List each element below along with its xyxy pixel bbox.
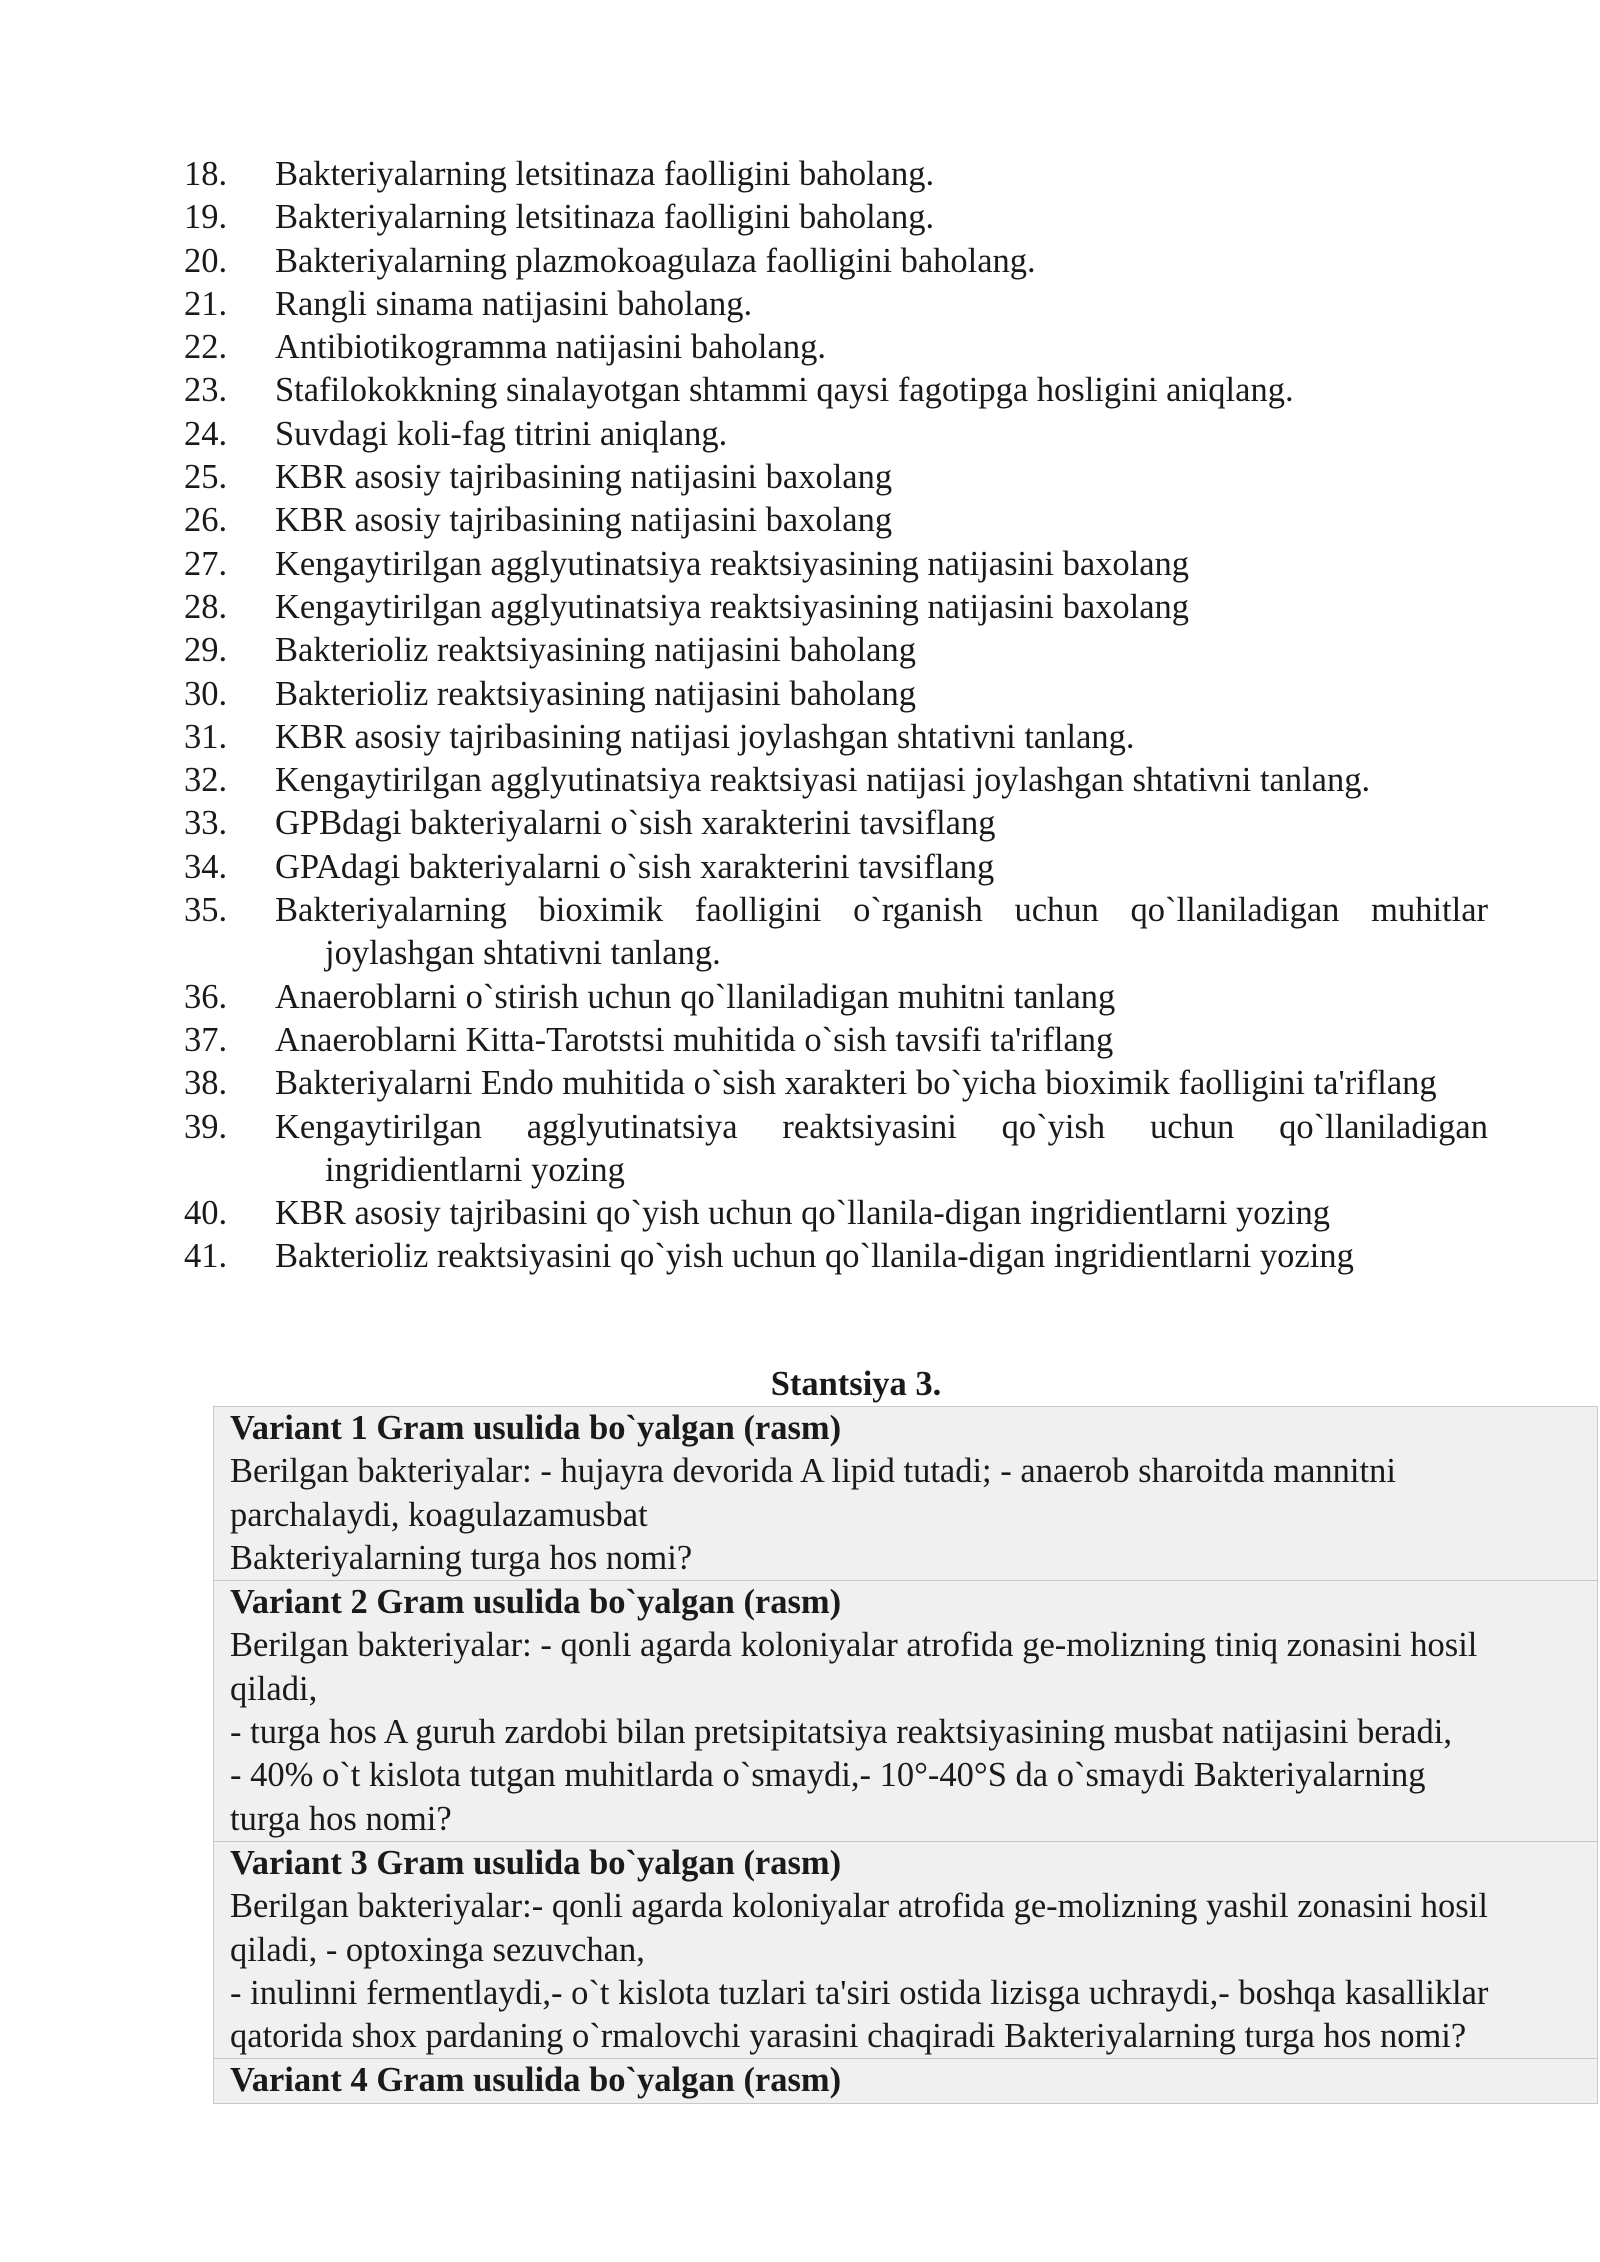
item-number: 40. [184, 1194, 228, 1233]
item-text: Antibiotikogramma natijasini baholang. [275, 328, 826, 367]
list-item [184, 716, 1488, 759]
item-text: Anaeroblarni Kitta-Tarotstsi muhitida o`sish tavsifi ta'riflang [275, 1020, 1114, 1059]
list-item [184, 629, 1488, 672]
item-number: 33. [184, 804, 228, 843]
table-row [214, 1841, 1598, 2058]
list-item [184, 543, 1488, 586]
item-text: Kengaytirilgan agglyutinatsiya reaktsiyasi natijasi joylashgan shtativni tanlang. [275, 761, 1371, 800]
variant-text-line: qiladi, - optoxinga sezuvchan, [230, 1930, 645, 1969]
item-number: 21. [184, 284, 228, 323]
item-number: 24. [184, 414, 228, 453]
item-number: 23. [184, 371, 228, 410]
item-text: Bakteriyalarning letsitinaza faolligini baholang. [275, 198, 935, 237]
item-number: 35. [184, 891, 228, 930]
item-text: Bakterioliz reaktsiyasini qo`yish uchun qo`llanila-digan ingridientlarni yozing [275, 1237, 1354, 1276]
variant-text-line: - inulinni fermentlaydi,- o`t kislota tuzlari ta'siri ostida lizisga uchraydi,- boshqa kasalliklar [230, 1973, 1489, 2012]
list-item [184, 889, 1488, 976]
item-number: 19. [184, 198, 228, 237]
item-text: Suvdagi koli-fag titrini aniqlang. [275, 414, 728, 453]
item-text: Rangli sinama natijasini baholang. [275, 284, 753, 323]
list-item [184, 196, 1488, 239]
list-item [184, 802, 1488, 845]
list-item [184, 1062, 1488, 1105]
table-row [214, 2059, 1598, 2103]
item-text: Bakterioliz reaktsiyasining natijasini baholang [275, 674, 916, 713]
variant-text-line: Bakteriyalarning turga hos nomi? [230, 1538, 693, 1577]
item-text: Kengaytirilgan agglyutinatsiya reaktsiyasini qo`yish uchun qo`llaniladigan ingridientlarni yozing [275, 1107, 1488, 1189]
list-item [184, 1106, 1488, 1193]
variant-heading: Variant 3 Gram usulida bo`yalgan (rasm) [230, 1843, 842, 1882]
variant-text-line: Berilgan bakteriyalar: - qonli agarda koloniyalar atrofida ge-molizning tiniq zonasini hosil [230, 1626, 1478, 1665]
list-item [184, 976, 1488, 1019]
item-number: 22. [184, 328, 228, 367]
item-text: Bakteriyalarning letsitinaza faolligini baholang. [275, 155, 935, 193]
variant-text-line: parchalaydi, koagulazamusbat [230, 1495, 648, 1534]
variant-cell [214, 2059, 1598, 2103]
list-item [184, 153, 1488, 196]
list-item [184, 240, 1488, 283]
item-number: 41. [184, 1237, 228, 1276]
item-number: 26. [184, 501, 228, 540]
item-text: KBR asosiy tajribasining natijasini baxolang [275, 458, 893, 497]
item-number: 31. [184, 717, 228, 756]
item-text: Bakteriyalarning plazmokoagulaza faolligini baholang. [275, 241, 1036, 280]
item-number: 29. [184, 631, 228, 670]
item-number: 30. [184, 674, 228, 713]
item-number: 37. [184, 1020, 228, 1059]
variant-heading: Variant 4 Gram usulida bo`yalgan (rasm) [230, 2061, 842, 2100]
variant-text-line: Berilgan bakteriyalar:- qonli agarda koloniyalar atrofida ge-molizning yashil zonasini hosil [230, 1887, 1488, 1926]
variants-table [213, 1406, 1598, 2104]
variant-text-line: - turga hos A guruh zardobi bilan pretsipitatsiya reaktsiyasining musbat natijasini beradi, [230, 1713, 1452, 1752]
list-item [184, 283, 1488, 326]
list-item [184, 846, 1488, 889]
list-item [184, 759, 1488, 802]
item-number: 18. [184, 155, 228, 193]
table-row [214, 1581, 1598, 1842]
list-item [184, 413, 1488, 456]
list-item [184, 499, 1488, 542]
variant-cell [214, 1581, 1598, 1842]
variant-text-line: turga hos nomi? [230, 1799, 452, 1838]
item-number: 32. [184, 761, 228, 800]
station-heading: Stantsiya 3. [770, 1365, 942, 1403]
item-text: Bakterioliz reaktsiyasining natijasini baholang [275, 631, 916, 670]
item-text: GPAdagi bakteriyalarni o`sish xarakterini tavsiflang [275, 847, 995, 886]
list-item [184, 369, 1488, 412]
list-item [184, 1192, 1488, 1235]
item-text: Kengaytirilgan agglyutinatsiya reaktsiyasining natijasini baxolang [275, 544, 1190, 583]
item-text: KBR asosiy tajribasining natijasi joylashgan shtativni tanlang. [275, 717, 1135, 756]
item-number: 36. [184, 977, 228, 1016]
item-text: KBR asosiy tajribasini qo`yish uchun qo`llanila-digan ingridientlarni yozing [275, 1194, 1330, 1233]
table-row [214, 1407, 1598, 1581]
item-number: 28. [184, 587, 228, 626]
item-number: 25. [184, 458, 228, 497]
item-number: 38. [184, 1064, 228, 1103]
variant-text-line: qatorida shox pardaning o`rmalovchi yarasini chaqiradi Bakteriyalarning turga hos nomi? [230, 2017, 1467, 2056]
item-text: KBR asosiy tajribasining natijasini baxolang [275, 501, 893, 540]
variant-text-line: qiladi, [230, 1669, 318, 1708]
variant-cell [214, 1407, 1598, 1581]
list-item [184, 456, 1488, 499]
item-text: Kengaytirilgan agglyutinatsiya reaktsiyasining natijasini baxolang [275, 587, 1190, 626]
item-text: Bakteriyalarning bioximik faolligini o`rganish uchun qo`llaniladigan muhitlar joylashgan shtativni tanlang. [275, 891, 1488, 973]
item-text: Bakteriyalarni Endo muhitida o`sish xarakteri bo`yicha bioximik faolligini ta'riflang [275, 1064, 1437, 1103]
list-item [184, 326, 1488, 369]
item-number: 27. [184, 544, 228, 583]
item-number: 34. [184, 847, 228, 886]
item-text: Anaeroblarni o`stirish uchun qo`llaniladigan muhitni tanlang [275, 977, 1116, 1016]
list-item [184, 673, 1488, 716]
list-item [184, 1235, 1488, 1278]
variant-heading: Variant 2 Gram usulida bo`yalgan (rasm) [230, 1583, 842, 1622]
list-item [184, 586, 1488, 629]
variant-text-line: - 40% o`t kislota tutgan muhitlarda o`smaydi,- 10°-40°S da o`smaydi Bakteriyalarning [230, 1756, 1426, 1795]
item-text: GPBdagi bakteriyalarni o`sish xarakterini tavsiflang [275, 804, 996, 843]
list-item [184, 1019, 1488, 1062]
item-number: 20. [184, 241, 228, 280]
variant-heading: Variant 1 Gram usulida bo`yalgan (rasm) [230, 1409, 842, 1447]
question-list [184, 153, 1488, 1279]
variant-cell [214, 1841, 1598, 2058]
item-number: 39. [184, 1107, 228, 1146]
item-text: Stafilokokkning sinalayotgan shtammi qaysi fagotipga hosligini aniqlang. [275, 371, 1294, 410]
variant-text-line: Berilgan bakteriyalar: - hujayra devorida A lipid tutadi; - anaerob sharoitda mannitni [230, 1452, 1396, 1491]
